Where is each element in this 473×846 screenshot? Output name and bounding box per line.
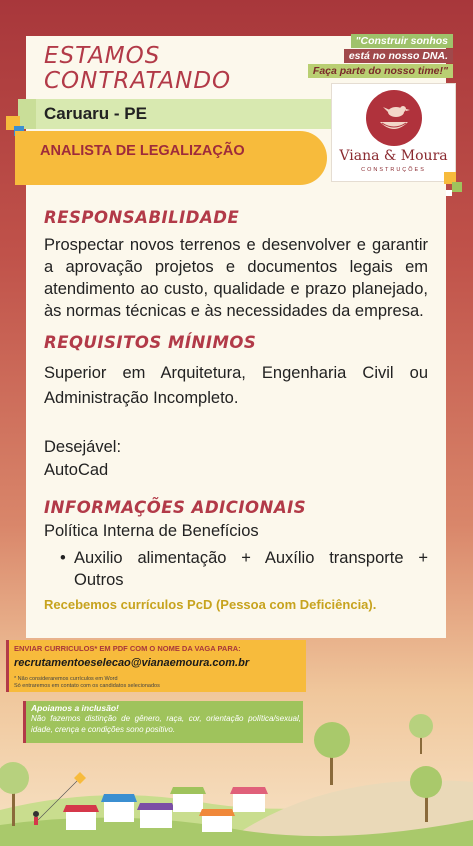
slogan-line-1: "Construir sonhos — [351, 34, 453, 48]
requirements-text: Superior em Arquitetura, Engenharia Civil ou Administração Incompleto. — [44, 364, 428, 407]
requirements-heading: REQUISITOS MÍNIMOS — [44, 333, 257, 352]
cv-format-note: * Não consideraremos currículos em Word — [14, 676, 118, 682]
benefit-text: Auxilio alimentação + Auxílio transporte + Outros — [74, 549, 428, 589]
title-line-1: ESTAMOS — [44, 43, 161, 69]
desirable-label: Desejável: — [44, 438, 122, 456]
inclusion-text: Não fazemos distinção de gênero, raça, cor, orientação política/sexual, idade, crença e condições sono positivo. — [31, 714, 301, 734]
responsibility-text: Prospectar novos terrenos e desenvolver e garantir a aprovação projetos e documentos legais em atendimento ao custo, qualidade e prazo planejado, às normas técnicas e às necessidades da empresa. — [44, 236, 428, 320]
contact-note: Só entraremos em contato com os candidatos selecionados — [14, 683, 160, 689]
decor-square-white-right — [446, 190, 452, 196]
inclusion-box — [23, 701, 303, 743]
brand-name: Viana & Moura — [339, 148, 448, 164]
page-title — [44, 44, 231, 94]
contact-email-link[interactable]: recrutamentoeselecao@vianaemoura.com.br — [14, 657, 250, 669]
slogan-line-3: Faça parte do nosso time!" — [308, 64, 453, 78]
additional-info-heading: INFORMAÇÕES ADICIONAIS — [44, 498, 307, 517]
title-line-2: CONTRATANDO — [44, 68, 232, 94]
pcd-notice: Recebemos currículos PcD (Pessoa com Deficiência). — [44, 597, 377, 612]
send-cv-label: ENVIAR CURRICULOS* EM PDF COM O NOME DA VAGA PARA: — [14, 644, 241, 653]
job-title: ANALISTA DE LEGALIZAÇÃO — [40, 143, 245, 159]
benefits-policy: Política Interna de Benefícios — [44, 522, 259, 540]
bird-nest-logo-icon — [366, 90, 422, 146]
company-logo — [331, 83, 456, 182]
inclusion-title: Apoiamos a inclusão! — [31, 703, 119, 713]
slogan-line-2: está no nosso DNA. — [344, 49, 453, 63]
location-label: Caruaru - PE — [44, 104, 147, 123]
desirable-value: AutoCad — [44, 461, 109, 479]
responsibility-heading: RESPONSABILIDADE — [44, 208, 240, 227]
send-cv-box — [6, 640, 306, 692]
brand-subtitle: CONSTRUÇÕES — [361, 167, 426, 173]
bullet-dot: • — [60, 549, 66, 567]
decor-square-green-right — [452, 182, 462, 192]
